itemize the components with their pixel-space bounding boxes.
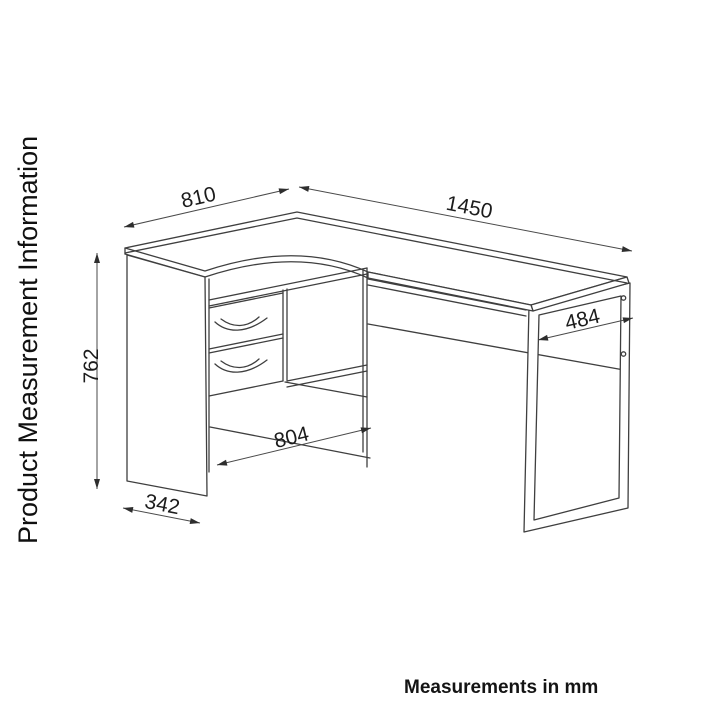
dimension-arrowhead	[123, 507, 133, 513]
dimension-arrowhead	[217, 460, 227, 466]
drawer-handle	[221, 359, 259, 368]
dimension-arrowhead	[538, 335, 548, 341]
dimension-value: 484	[562, 304, 603, 335]
drawer-handle	[221, 317, 259, 326]
left-side-panel	[127, 255, 207, 496]
page-title: Product Measurement Information	[13, 135, 43, 545]
dimension-arrowhead	[124, 222, 134, 228]
dimension-arrowhead	[94, 479, 100, 489]
back-panel	[368, 324, 624, 370]
units-note: Measurements in mm	[404, 677, 599, 698]
dimension-panel-depth	[123, 490, 200, 524]
dimension-arrowhead	[94, 253, 100, 263]
dimension-value: 762	[80, 348, 103, 384]
dimension-cabinet-width	[217, 422, 371, 465]
dimension-arrowhead	[361, 427, 371, 433]
dimension-value: 810	[178, 182, 219, 213]
compartment-shelf	[285, 365, 367, 397]
dimension-arrowhead	[279, 188, 289, 194]
dimension-value: 342	[142, 489, 182, 520]
dimension-overall-height	[80, 253, 103, 489]
dimension-value: 1450	[444, 191, 495, 224]
dimension-value: 804	[271, 422, 312, 453]
dimension-arrowhead	[190, 518, 200, 524]
